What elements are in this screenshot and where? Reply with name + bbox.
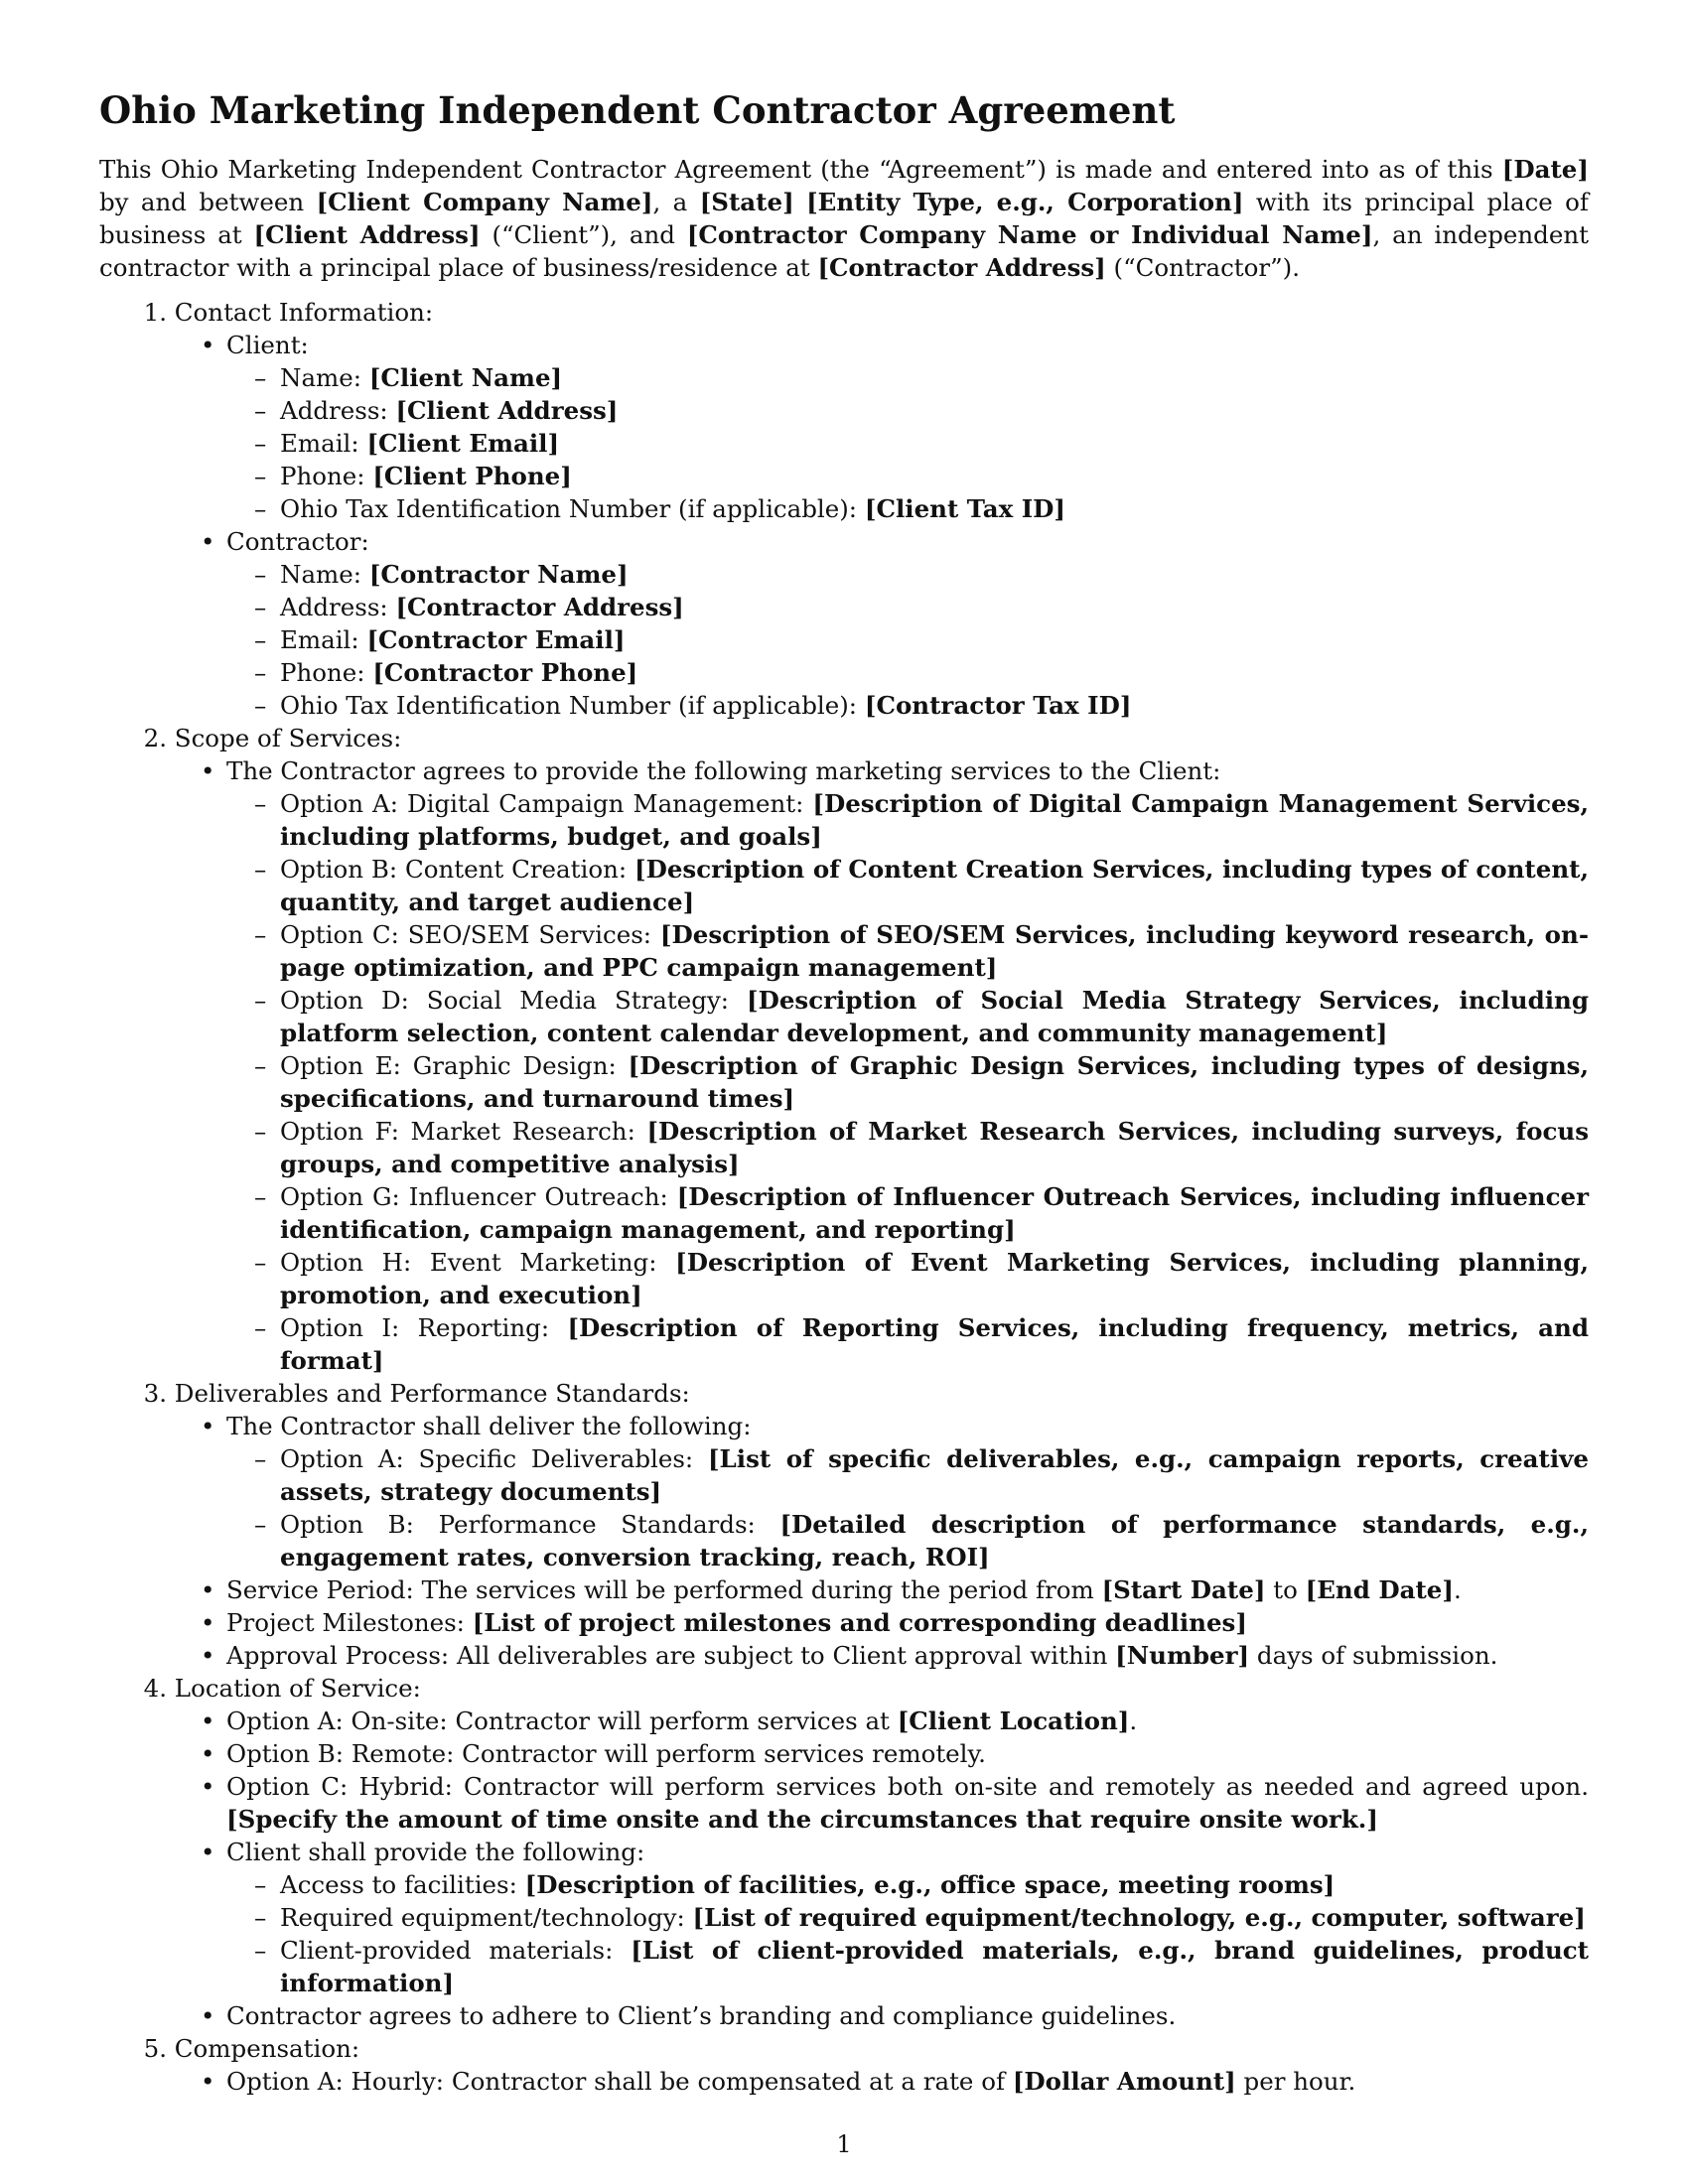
section-compensation <box>99 2032 1589 2065</box>
section-contact-information <box>99 296 1589 329</box>
option-label: Option B: Performance Standards: <box>280 1510 780 1539</box>
dash-icon: – <box>254 429 267 458</box>
dash-icon: – <box>254 789 267 818</box>
list-item <box>99 689 1589 722</box>
section-location-of-service <box>99 1672 1589 1705</box>
option-placeholder: [Description of Content Creation Services, including types of content, quantity, and target audience] <box>280 855 1589 916</box>
option-placeholder: [Description of SEO/SEM Services, including keyword research, on-page optimization, and PPC campaign management] <box>280 920 1589 982</box>
intro-text: , an independent contractor with a principal place of business/residence at <box>99 220 1589 282</box>
number-placeholder: [Number] <box>1115 1641 1250 1670</box>
field-label: Name: <box>280 363 369 392</box>
section-scope-of-services <box>99 722 1589 754</box>
list-label: The Contractor shall deliver the following: <box>226 1412 752 1440</box>
bullet-icon: • <box>201 1838 215 1866</box>
field-placeholder: [List of client-provided materials, e.g., brand guidelines, product information] <box>280 1936 1589 1997</box>
list-text: Option C: Hybrid: Contractor will perform services both on-site and remotely as needed and agreed upon. <box>226 1772 1589 1801</box>
field-placeholder: [Contractor Email] <box>366 625 626 654</box>
list-item <box>99 329 1589 361</box>
option-label: Option A: Specific Deliverables: <box>280 1444 708 1473</box>
dash-icon: – <box>254 855 267 884</box>
option-placeholder: [Description of Digital Campaign Management Services, including platforms, budget, and goals] <box>280 789 1589 851</box>
dash-icon: – <box>254 396 267 425</box>
field-placeholder: [List of required equipment/technology, e.g., computer, software] <box>692 1903 1586 1932</box>
intro-text: This Ohio Marketing Independent Contractor Agreement (the “Agreement”) is made and entered into as of this <box>99 155 1502 184</box>
dash-icon: – <box>254 363 267 392</box>
contractor-address-placeholder: [Contractor Address] <box>817 253 1106 282</box>
section-number: 1. <box>143 298 167 327</box>
dash-icon: – <box>254 1510 267 1539</box>
bullet-icon: • <box>201 1412 215 1440</box>
bullet-icon: • <box>201 2001 215 2030</box>
client-address-placeholder: [Client Address] <box>253 220 481 249</box>
field-placeholder: [Contractor Name] <box>368 560 629 589</box>
section-title: Deliverables and Performance Standards: <box>174 1379 690 1408</box>
list-item <box>99 853 1589 918</box>
field-placeholder: [Contractor Tax ID] <box>864 691 1132 720</box>
list-text: Service Period: The services will be performed during the period from <box>226 1575 1102 1604</box>
field-placeholder: [Description of facilities, e.g., office space, meeting rooms] <box>524 1870 1336 1899</box>
list-item <box>99 754 1589 787</box>
list-item <box>99 1246 1589 1311</box>
section-number: 5. <box>143 2034 167 2063</box>
bullet-icon: • <box>201 1641 215 1670</box>
option-placeholder: [Description of Social Media Strategy Services, including platform selection, content calendar development, and community management] <box>280 986 1589 1047</box>
list-item <box>99 623 1589 656</box>
field-label: Email: <box>280 429 367 458</box>
option-placeholder: [Description of Graphic Design Services, including types of designs, specifications, and turnaround times] <box>280 1051 1589 1113</box>
list-item <box>99 1770 1589 1836</box>
option-label: Option G: Influencer Outreach: <box>280 1182 677 1211</box>
list-item <box>99 1639 1589 1672</box>
field-label: Ohio Tax Identification Number (if applicable): <box>280 691 865 720</box>
field-placeholder: [Client Email] <box>366 429 560 458</box>
intro-text: (“Client”), and <box>480 220 687 249</box>
list-item <box>99 558 1589 591</box>
list-label: The Contractor agrees to provide the following marketing services to the Client: <box>226 756 1221 785</box>
intro-paragraph <box>99 153 1589 284</box>
bullet-icon: • <box>201 1772 215 1801</box>
list-text: Option A: Hourly: Contractor shall be compensated at a rate of <box>226 2067 1013 2096</box>
field-label: Address: <box>280 593 396 621</box>
client-location-placeholder: [Client Location] <box>897 1706 1130 1735</box>
bullet-icon: • <box>201 1706 215 1735</box>
list-item <box>99 1508 1589 1573</box>
list-label: Client: <box>226 331 309 359</box>
list-item <box>99 1115 1589 1180</box>
dash-icon: – <box>254 920 267 949</box>
dash-icon: – <box>254 593 267 621</box>
list-item <box>99 1737 1589 1770</box>
list-text: to <box>1265 1575 1306 1604</box>
client-company-placeholder: [Client Company Name] <box>316 188 653 216</box>
dash-icon: – <box>254 1182 267 1211</box>
field-label: Email: <box>280 625 367 654</box>
list-text: Option A: On-site: Contractor will perform services at <box>226 1706 898 1735</box>
document-title: Ohio Marketing Independent Contractor Agreement <box>99 88 1176 132</box>
intro-text: (“Contractor”). <box>1105 253 1300 282</box>
date-placeholder: [Date] <box>1501 155 1589 184</box>
list-text: . <box>1129 1706 1138 1735</box>
list-item <box>99 460 1589 492</box>
dash-icon: – <box>254 1903 267 1932</box>
list-text: . <box>1453 1575 1462 1604</box>
list-item <box>99 1705 1589 1737</box>
dash-icon: – <box>254 1313 267 1342</box>
list-item <box>99 1606 1589 1639</box>
option-placeholder: [Description of Market Research Services, including surveys, focus groups, and competitive analysis] <box>280 1117 1590 1178</box>
entity-type-placeholder: [Entity Type, e.g., Corporation] <box>806 188 1244 216</box>
dash-icon: – <box>254 560 267 589</box>
field-label: Required equipment/technology: <box>280 1903 693 1932</box>
list-text: days of submission. <box>1249 1641 1498 1670</box>
dash-icon: – <box>254 625 267 654</box>
dash-icon: – <box>254 1444 267 1473</box>
list-item <box>99 591 1589 623</box>
list-text: Option B: Remote: Contractor will perform services remotely. <box>226 1739 986 1768</box>
list-item <box>99 394 1589 427</box>
list-text: per hour. <box>1235 2067 1356 2096</box>
list-item <box>99 1049 1589 1115</box>
list-item <box>99 918 1589 984</box>
list-label: Contractor: <box>226 527 369 556</box>
section-number: 4. <box>143 1674 167 1703</box>
list-text: Approval Process: All deliverables are subject to Client approval within <box>226 1641 1116 1670</box>
section-deliverables <box>99 1377 1589 1410</box>
list-item <box>99 984 1589 1049</box>
field-label: Access to facilities: <box>280 1870 525 1899</box>
field-label: Name: <box>280 560 369 589</box>
field-placeholder: [Contractor Phone] <box>372 658 638 687</box>
section-title: Location of Service: <box>174 1674 421 1703</box>
intro-text: by and between <box>99 188 317 216</box>
option-placeholder: [List of specific deliverables, e.g., campaign reports, creative assets, strategy documents] <box>280 1444 1590 1506</box>
field-placeholder: [Client Name] <box>368 363 563 392</box>
option-placeholder: [Description of Reporting Services, including frequency, metrics, and format] <box>280 1313 1589 1375</box>
state-placeholder: [State] <box>699 188 794 216</box>
option-label: Option B: Content Creation: <box>280 855 634 884</box>
list-item <box>99 1934 1589 1999</box>
end-date-placeholder: [End Date] <box>1305 1575 1454 1604</box>
bullet-icon: • <box>201 1608 215 1637</box>
dash-icon: – <box>254 1248 267 1277</box>
dash-icon: – <box>254 494 267 523</box>
list-item <box>99 1999 1589 2032</box>
dash-icon: – <box>254 691 267 720</box>
start-date-placeholder: [Start Date] <box>1101 1575 1266 1604</box>
list-item <box>99 2065 1589 2098</box>
document-page <box>99 87 1589 2098</box>
list-item <box>99 1180 1589 1246</box>
field-label: Phone: <box>280 462 373 490</box>
option-label: Option F: Market Research: <box>280 1117 647 1146</box>
intro-text: with its principal place of business at <box>99 188 1590 249</box>
list-item <box>99 656 1589 689</box>
field-label: Phone: <box>280 658 373 687</box>
bullet-icon: • <box>201 331 215 359</box>
intro-text: , a <box>652 188 700 216</box>
option-placeholder: [Description of Influencer Outreach Services, including influencer identification, campaign management, and reporting] <box>280 1182 1590 1244</box>
dash-icon: – <box>254 1870 267 1899</box>
page-number: 1 <box>836 2130 852 2158</box>
dash-icon: – <box>254 1936 267 1965</box>
bullet-icon: • <box>201 1575 215 1604</box>
list-item <box>99 1868 1589 1901</box>
field-placeholder: [Client Address] <box>395 396 619 425</box>
intro-text <box>794 188 806 216</box>
list-item <box>99 787 1589 853</box>
list-item <box>99 427 1589 460</box>
dash-icon: – <box>254 462 267 490</box>
bullet-icon: • <box>201 756 215 785</box>
field-placeholder: [Client Tax ID] <box>864 494 1066 523</box>
list-item <box>99 1836 1589 1868</box>
section-title: Compensation: <box>174 2034 360 2063</box>
option-placeholder: [Detailed description of performance standards, e.g., engagement rates, conversion tracking, reach, ROI] <box>280 1510 1589 1571</box>
list-item <box>99 525 1589 558</box>
option-label: Option C: SEO/SEM Services: <box>280 920 660 949</box>
option-label: Option I: Reporting: <box>280 1313 568 1342</box>
field-placeholder: [Contractor Address] <box>395 593 684 621</box>
field-label: Client-provided materials: <box>280 1936 632 1965</box>
list-item <box>99 1901 1589 1934</box>
dash-icon: – <box>254 1117 267 1146</box>
milestones-placeholder: [List of project milestones and corresponding deadlines] <box>472 1608 1247 1637</box>
option-label: Option D: Social Media Strategy: <box>280 986 747 1015</box>
list-text: Contractor agrees to adhere to Client’s branding and compliance guidelines. <box>226 2001 1177 2030</box>
bullet-icon: • <box>201 2067 215 2096</box>
list-item <box>99 361 1589 394</box>
option-placeholder: [Description of Event Marketing Services, including planning, promotion, and execution] <box>280 1248 1590 1309</box>
section-title: Scope of Services: <box>174 724 402 752</box>
option-label: Option A: Digital Campaign Management: <box>280 789 813 818</box>
dollar-amount-placeholder: [Dollar Amount] <box>1012 2067 1236 2096</box>
hybrid-placeholder: [Specify the amount of time onsite and the circumstances that require onsite work.] <box>226 1805 1378 1834</box>
list-item <box>99 1410 1589 1442</box>
section-number: 2. <box>143 724 167 752</box>
list-item <box>99 1311 1589 1377</box>
option-label: Option E: Graphic Design: <box>280 1051 629 1080</box>
list-text: Client shall provide the following: <box>226 1838 645 1866</box>
field-label: Address: <box>280 396 396 425</box>
section-number: 3. <box>143 1379 167 1408</box>
section-title: Contact Information: <box>174 298 434 327</box>
option-label: Option H: Event Marketing: <box>280 1248 676 1277</box>
bullet-icon: • <box>201 527 215 556</box>
dash-icon: – <box>254 1051 267 1080</box>
field-label: Ohio Tax Identification Number (if applicable): <box>280 494 865 523</box>
list-item <box>99 1442 1589 1508</box>
contractor-name-placeholder: [Contractor Company Name or Individual Name] <box>686 220 1373 249</box>
bullet-icon: • <box>201 1739 215 1768</box>
field-placeholder: [Client Phone] <box>372 462 572 490</box>
dash-icon: – <box>254 986 267 1015</box>
dash-icon: – <box>254 658 267 687</box>
list-text: Project Milestones: <box>226 1608 473 1637</box>
list-item <box>99 1573 1589 1606</box>
list-item <box>99 492 1589 525</box>
